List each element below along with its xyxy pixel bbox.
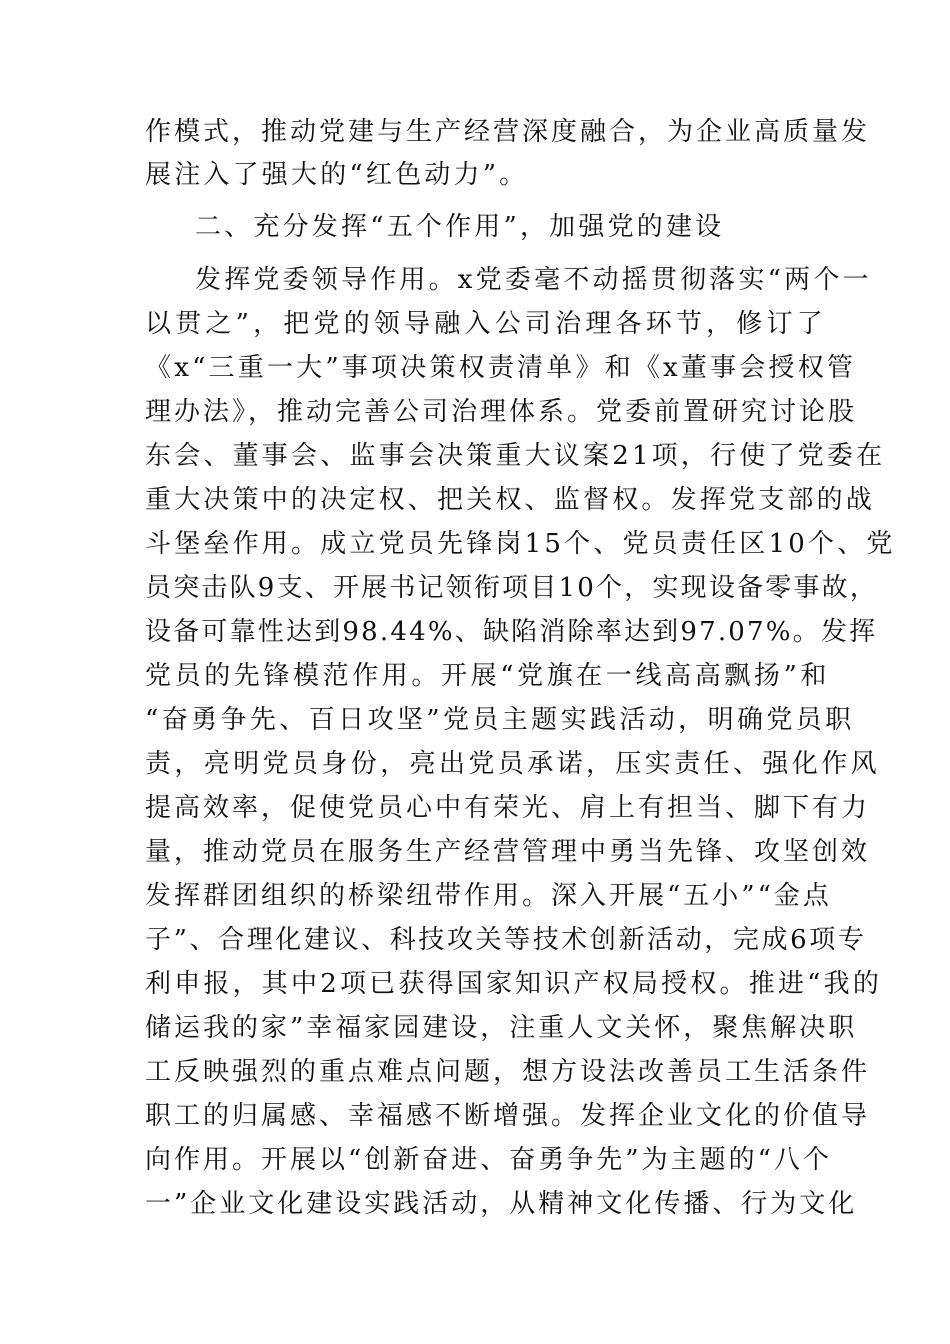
paragraph-line: 展注入了强大的“红色动力”。 — [145, 160, 529, 190]
paragraph-line: 斗堡垒作用。成立党员先锋岗15个、党员责任区10个、党 — [145, 529, 896, 559]
paragraph-line: 职工的归属感、幸福感不断增强。发挥企业文化的价值导 — [145, 1101, 871, 1131]
paragraph-line: 员突击队9支、开展书记领衔项目10个，实现设备零事故， — [145, 573, 879, 603]
paragraph-line: 利申报，其中2项已获得国家知识产权局授权。推进“我的 — [145, 969, 883, 999]
paragraph-line: 一”企业文化建设实践活动，从精神文化传播、行为文化 — [145, 1189, 858, 1219]
paragraph-line: 理办法》，推动完善公司治理体系。党委前置研究讨论股 — [145, 397, 858, 427]
paragraph-line: 工反映强烈的重点难点问题，想方设法改善员工生活条件 — [145, 1057, 871, 1087]
paragraph-line: 作模式，推动党建与生产经营深度融合，为企业高质量发 — [145, 117, 871, 147]
paragraph-line: 向作用。开展以“创新奋进、奋勇争先”为主题的“八个 — [145, 1145, 832, 1175]
paragraph-line: 储运我的家”幸福家园建设，注重人文关怀，聚焦解决职 — [145, 1013, 858, 1043]
paragraph-line: 发挥党委领导作用。x党委毫不动摇贯彻落实“两个一 — [195, 265, 872, 295]
section-heading: 二、充分发挥“五个作用”，加强党的建设 — [195, 212, 725, 242]
paragraph-line: 以贯之”，把党的领导融入公司治理各环节，修订了 — [145, 309, 827, 339]
paragraph-line: 设备可靠性达到98.44%、缺陷消除率达到97.07%。发挥 — [145, 617, 878, 647]
paragraph-line: 量，推动党员在服务生产经营管理中勇当先锋、攻坚创效 — [145, 837, 871, 867]
paragraph-line: “奋勇争先、百日攻坚”党员主题实践活动，明确党员职 — [145, 705, 855, 735]
paragraph-line: 东会、董事会、监事会决策重大议案21项，行使了党委在 — [145, 441, 886, 471]
paragraph-line: 责，亮明党员身份，亮出党员承诺，压实责任、强化作风 — [145, 749, 881, 779]
paragraph-line: 党员的先锋模范作用。开展“党旗在一线高高飘扬”和 — [145, 661, 830, 691]
paragraph-line: 子”、合理化建议、科技攻关等技术创新活动，完成6项专 — [145, 925, 867, 955]
paragraph-line: 提高效率，促使党员心中有荣光、肩上有担当、脚下有力 — [145, 793, 871, 823]
paragraph-line: 发挥群团组织的桥梁纽带作用。深入开展“五小”“金点 — [145, 881, 832, 911]
paragraph-line: 《x“三重一大”事项决策权责清单》和《x董事会授权管 — [145, 353, 857, 383]
paragraph-line: 重大决策中的决定权、把关权、监督权。发挥党支部的战 — [145, 485, 876, 515]
